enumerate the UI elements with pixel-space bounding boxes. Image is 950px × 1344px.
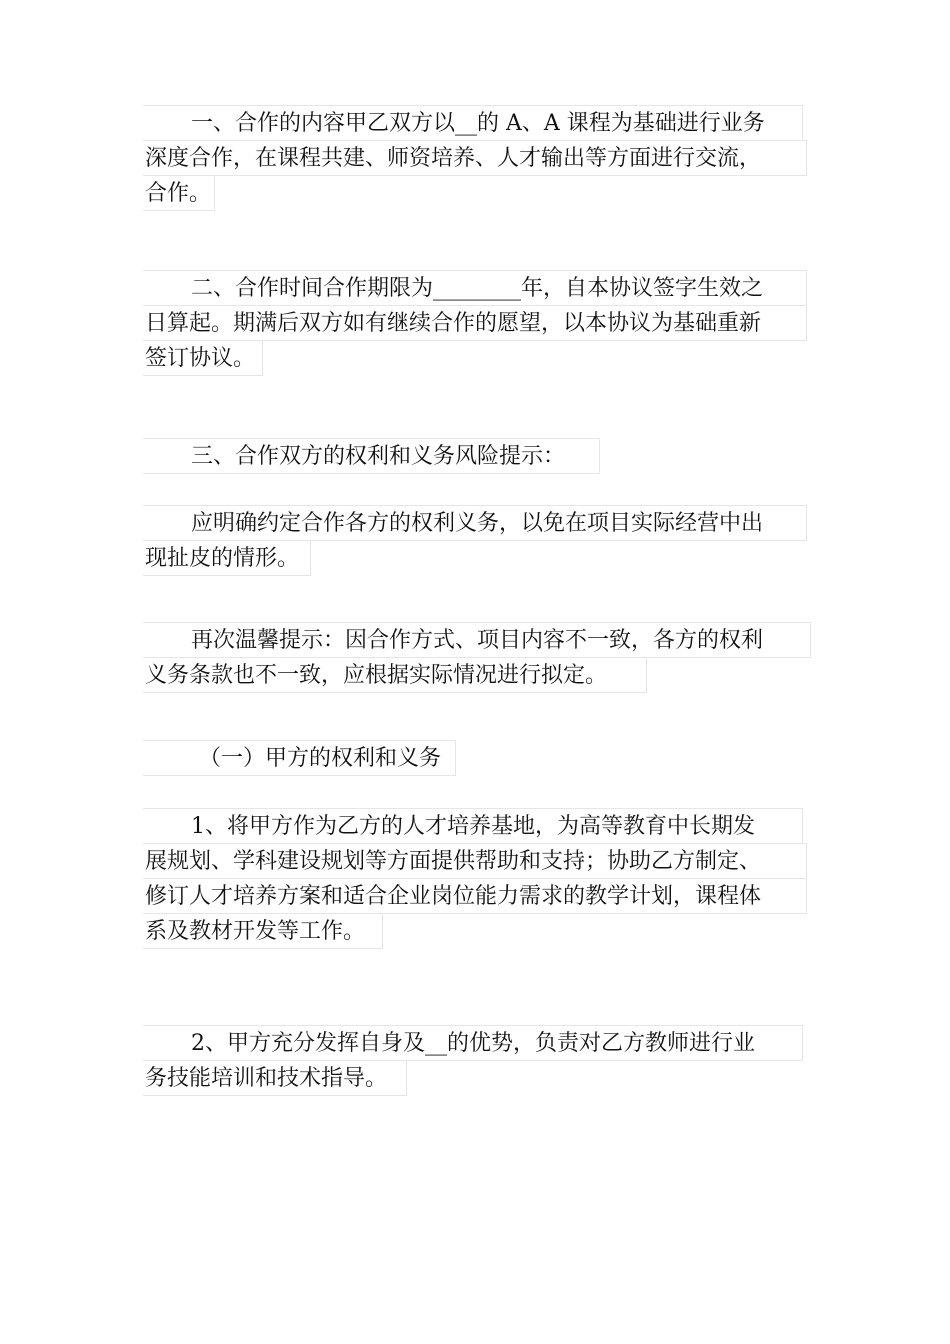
text-line: 务技能培训和技术指导。 (143, 1060, 407, 1096)
text-line: 现扯皮的情形。 (143, 540, 311, 576)
paragraph-rights-obligations-heading (143, 438, 600, 474)
text-line: 修订人才培养方案和适合企业岗位能力需求的教学计划，课程体 (143, 878, 807, 914)
paragraph-cooperation-content (143, 105, 807, 211)
text-line: 日算起。期满后双方如有继续合作的愿望，以本协议为基础重新 (143, 305, 807, 341)
text-line: 签订协议。 (143, 340, 263, 376)
text-line: 应明确约定合作各方的权利义务，以免在项目实际经营中出 (143, 505, 807, 541)
text-line: （一）甲方的权利和义务 (143, 740, 456, 776)
paragraph-risk-notice (143, 505, 807, 576)
text-line: 系及教材开发等工作。 (143, 913, 383, 949)
text-line: 再次温馨提示：因合作方式、项目内容不一致，各方的权利 (143, 622, 811, 658)
text-line: 一、合作的内容甲乙双方以__的 A、A 课程为基础进行业务 (143, 105, 803, 141)
paragraph-reminder (143, 622, 811, 693)
text-line: 合作。 (143, 175, 215, 211)
text-line: 二、合作时间合作期限为________年，自本协议签字生效之 (143, 270, 807, 306)
text-line: 三、合作双方的权利和义务风险提示： (143, 438, 600, 474)
paragraph-item-2 (143, 1025, 803, 1096)
text-line: 2、甲方充分发挥自身及__的优势，负责对乙方教师进行业 (143, 1025, 803, 1061)
text-line: 义务条款也不一致，应根据实际情况进行拟定。 (143, 657, 647, 693)
text-line: 深度合作，在课程共建、师资培养、人才输出等方面进行交流， (143, 140, 807, 176)
text-line: 展规划、学科建设规划等方面提供帮助和支持；协助乙方制定、 (143, 843, 807, 879)
text-line: 1、将甲方作为乙方的人才培养基地，为高等教育中长期发 (143, 808, 803, 844)
section-heading-party-a (143, 740, 456, 776)
paragraph-item-1 (143, 808, 807, 949)
paragraph-cooperation-period (143, 270, 807, 376)
